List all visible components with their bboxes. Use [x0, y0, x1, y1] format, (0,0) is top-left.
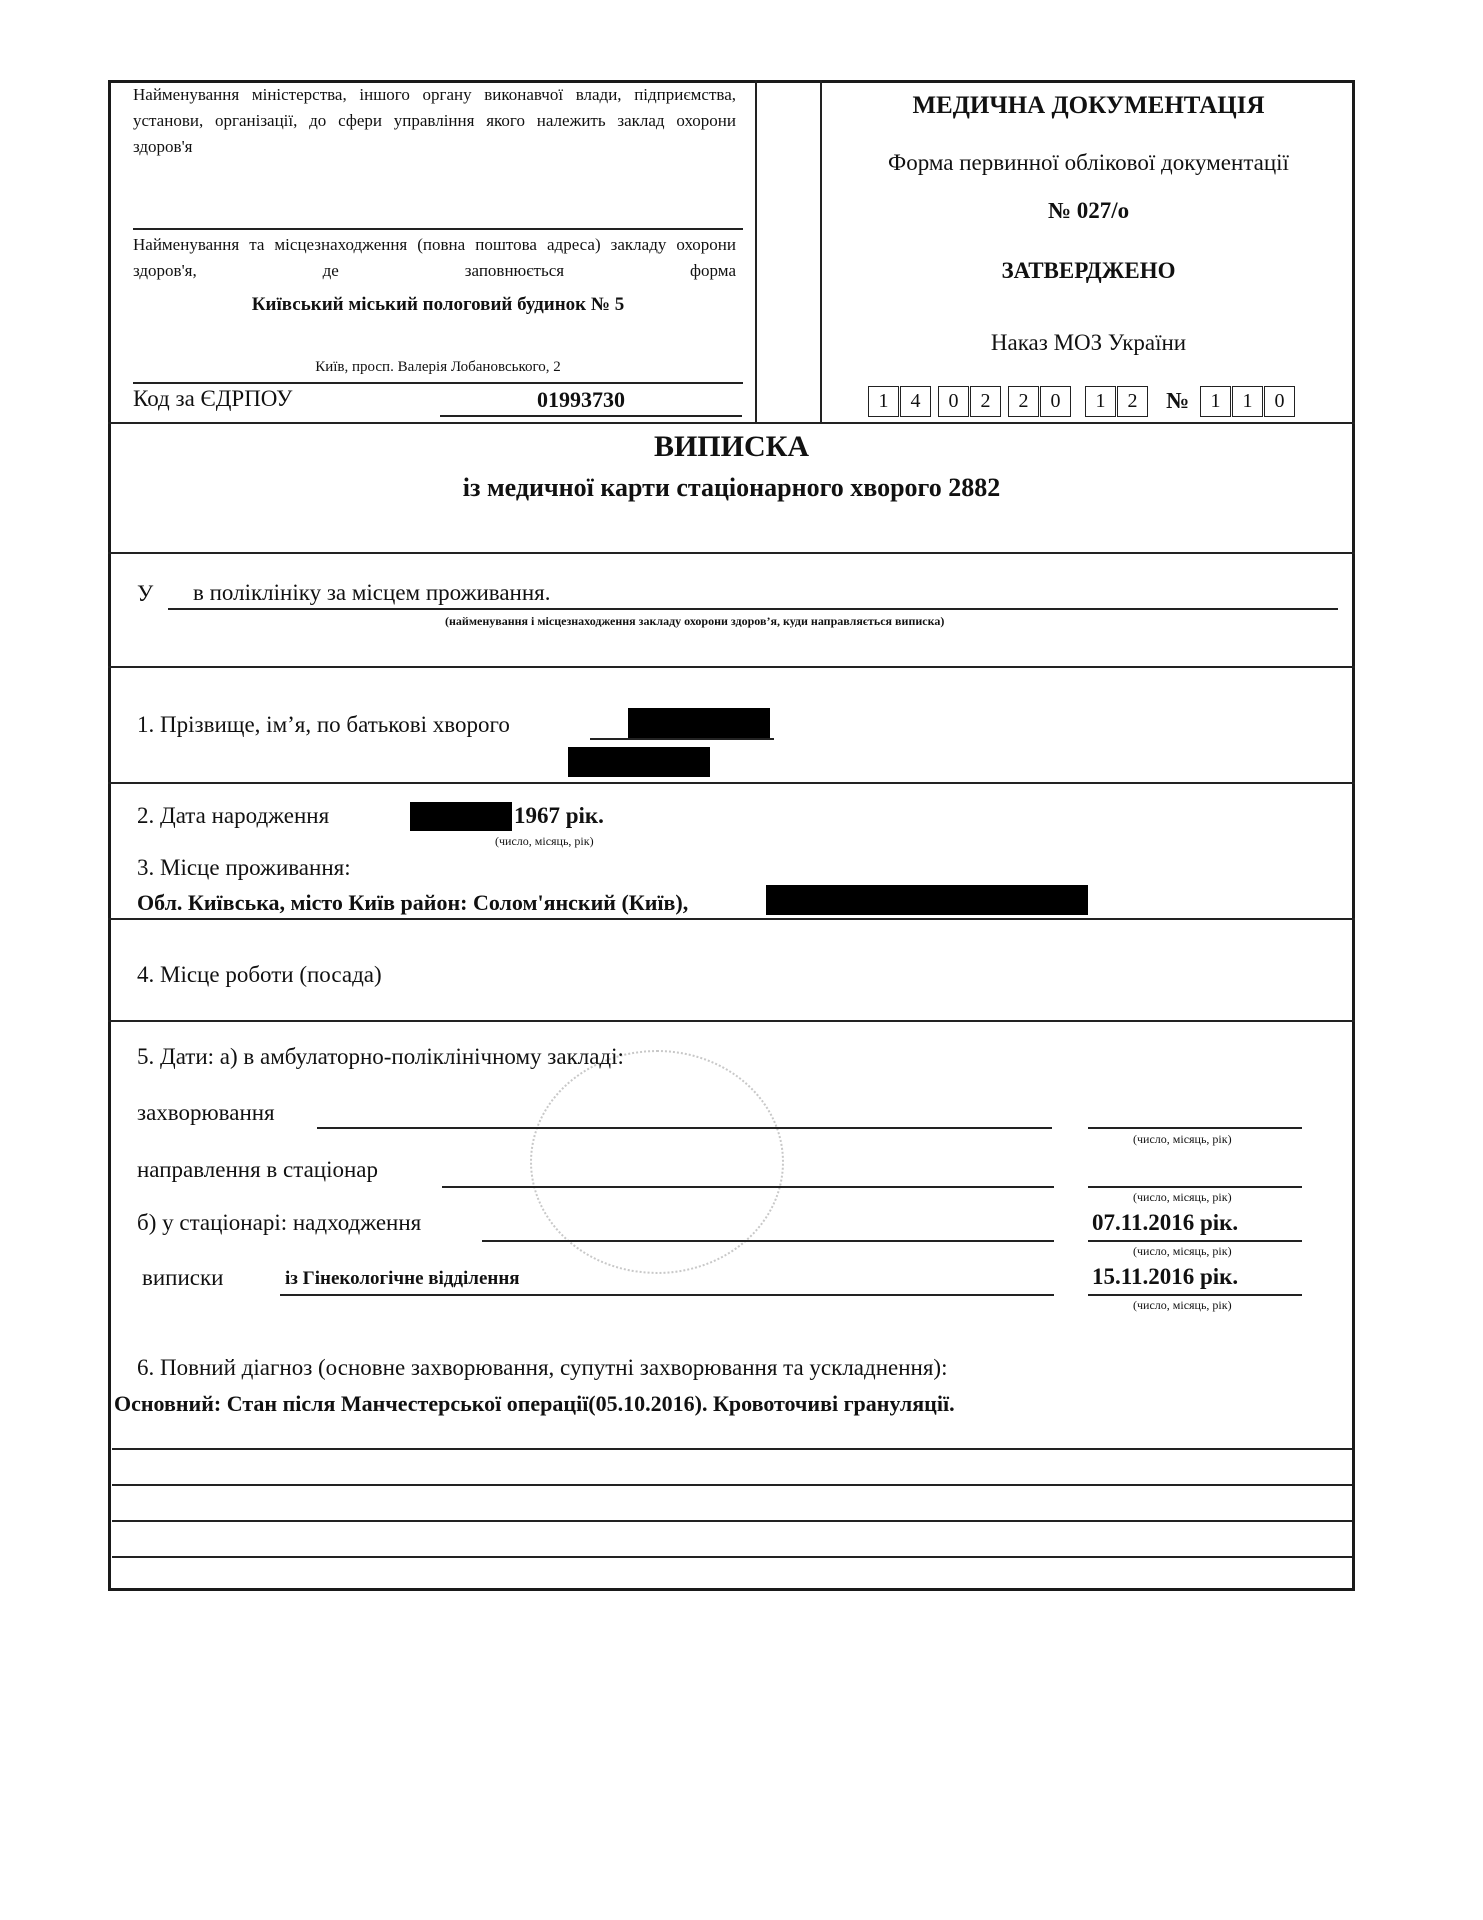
header-divider-right — [820, 80, 822, 422]
order-digit: 2 — [970, 386, 1001, 417]
recipient-bottom-line — [108, 666, 1355, 668]
ministry-label: Найменування міністерства, іншого органу виконавчої влади, підприємства, установи, організації, до сфери управління якого належить заклад охорони здоров'я — [133, 85, 736, 156]
recipient-value: в поліклініку за місцем проживання. — [193, 580, 551, 605]
discharge-label: виписки — [142, 1265, 224, 1290]
admission-label: б) у стаціонарі: надходження — [137, 1210, 422, 1235]
illness-label: захворювання — [137, 1100, 275, 1125]
residence-label: 3. Місце проживання: — [137, 855, 351, 880]
diagnosis-label: 6. Повний діагноз (основне захворювання, супутні захворювання та ускладнення): — [137, 1355, 948, 1380]
facility-name: Київський міський пологовий будинок № 5 — [251, 294, 625, 315]
diagnosis-line — [112, 1484, 1352, 1486]
residence-bottom-line — [108, 918, 1355, 920]
order-digit: 2 — [1117, 386, 1148, 417]
birth-date-label: 2. Дата народження — [137, 803, 330, 828]
referral-underline — [442, 1186, 1054, 1188]
admission-date-caption: (число, місяць, рік) — [1133, 1244, 1232, 1258]
residence-value: Обл. Київська, місто Київ район: Солом'янский (Київ), — [137, 890, 689, 915]
order-digit: 0 — [1040, 386, 1071, 417]
redacted-name-box — [568, 747, 710, 777]
referral-label: направлення в стаціонар — [137, 1157, 378, 1182]
order-digit: 1 — [868, 386, 899, 417]
illness-underline — [317, 1127, 1052, 1129]
document-title: ВИПИСКА — [653, 430, 810, 463]
workplace-bottom-line — [108, 1020, 1355, 1022]
diagnosis-line — [112, 1448, 1352, 1450]
facility-underline — [133, 382, 743, 384]
document-subtitle: із медичної карти стаціонарного хворого 2882 — [462, 473, 1001, 502]
number-sign: № — [1166, 388, 1190, 413]
redacted-birth-date — [410, 802, 512, 831]
discharge-underline — [280, 1294, 1054, 1296]
admission-date-underline — [1088, 1240, 1302, 1242]
order-digit: 2 — [1008, 386, 1039, 417]
order-digit: 4 — [900, 386, 931, 417]
discharge-department: із Гінекологічне відділення — [285, 1268, 520, 1289]
recipient-caption: (найменування і місцезнаходження закладу охорони здоров’я, куди направляється виписка) — [445, 614, 945, 628]
diagnosis-value: Основний: Стан після Манчестерської операції(05.10.2016). Кровоточиві грануляції. — [114, 1391, 955, 1416]
redacted-address — [766, 885, 1088, 915]
edrpou-label: Код за ЄДРПОУ — [133, 386, 293, 411]
facility-label: Найменування та місцезнаходження (повна поштова адреса) закладу охорони здоров'я, де заповнюється форма — [133, 235, 736, 280]
form-number: № 027/о — [1047, 198, 1130, 223]
redacted-name-box — [628, 708, 770, 738]
illness-date-caption: (число, місяць, рік) — [1133, 1132, 1232, 1146]
illness-date-underline — [1088, 1127, 1302, 1129]
recipient-prefix: У — [137, 581, 154, 606]
form-label: Форма первинної облікової документації — [888, 150, 1289, 175]
patient-name-underline — [590, 738, 774, 740]
admission-date: 07.11.2016 рік. — [1092, 1210, 1239, 1235]
header-divider-left — [755, 80, 757, 422]
diagnosis-line — [112, 1556, 1352, 1558]
discharge-date-underline — [1088, 1294, 1302, 1296]
order-number-digit: 1 — [1200, 386, 1231, 417]
birth-year: 1967 рік. — [514, 803, 604, 828]
discharge-date-caption: (число, місяць, рік) — [1133, 1298, 1232, 1312]
name-bottom-line — [108, 782, 1355, 784]
birth-date-caption: (число, місяць, рік) — [495, 834, 594, 848]
order-digit: 1 — [1085, 386, 1116, 417]
order-number-digit: 1 — [1232, 386, 1263, 417]
patient-name-label: 1. Прізвище, ім’я, по батькові хворого — [137, 712, 510, 737]
order-label: Наказ МОЗ України — [990, 330, 1187, 355]
workplace-label: 4. Місце роботи (посада) — [137, 962, 382, 987]
dates-label: 5. Дати: а) в амбулаторно-поліклінічному закладі: — [137, 1044, 624, 1069]
referral-date-caption: (число, місяць, рік) — [1133, 1190, 1232, 1204]
discharge-date: 15.11.2016 рік. — [1092, 1264, 1239, 1289]
title-bottom-line — [108, 552, 1355, 554]
diagnosis-line — [112, 1520, 1352, 1522]
edrpou-underline — [440, 415, 742, 417]
admission-underline — [482, 1240, 1054, 1242]
header-bottom-line — [108, 422, 1355, 424]
approved-label: ЗАТВЕРДЖЕНО — [1001, 258, 1176, 283]
referral-date-underline — [1088, 1186, 1302, 1188]
order-digit: 0 — [938, 386, 969, 417]
form-box-title: МЕДИЧНА ДОКУМЕНТАЦІЯ — [912, 92, 1265, 119]
ministry-underline — [133, 228, 743, 230]
recipient-underline — [168, 608, 1338, 610]
order-number-digit: 0 — [1264, 386, 1295, 417]
edrpou-value: 01993730 — [537, 387, 625, 412]
facility-address: Київ, просп. Валерія Лобановського, 2 — [315, 359, 561, 375]
